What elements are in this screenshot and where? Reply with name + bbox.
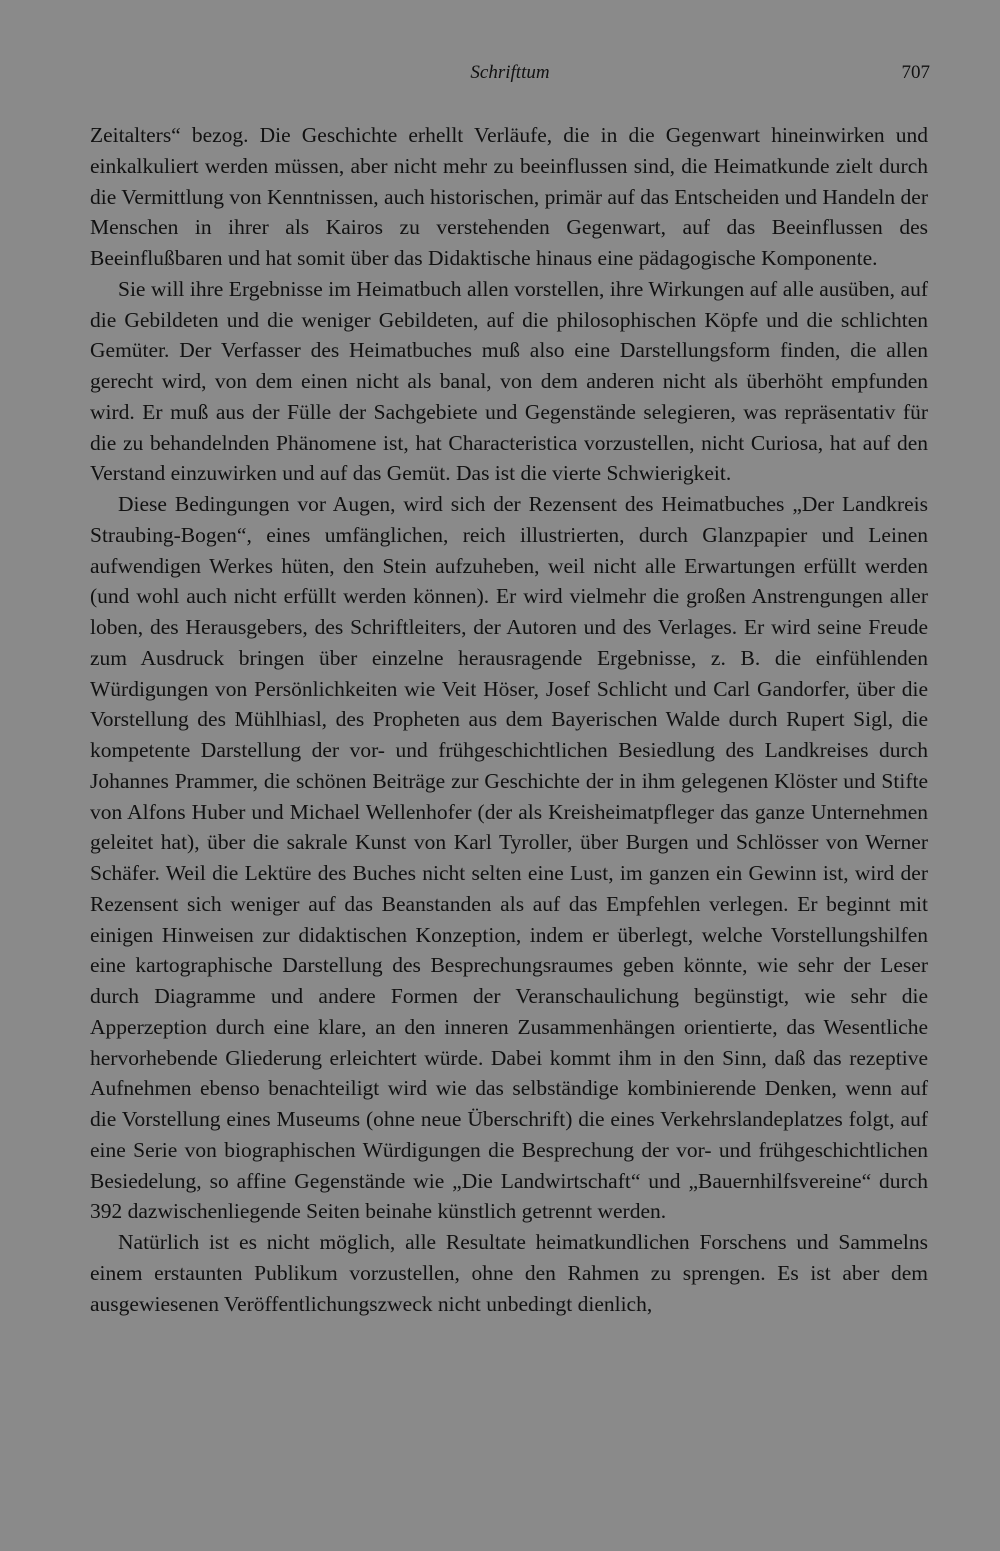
body-text — [90, 120, 928, 1319]
running-header — [90, 62, 930, 90]
paragraph: Natürlich ist es nicht möglich, alle Resultate heimatkundlichen Forschens und Sammelns einem erstaunten Publikum vorzustellen, ohne den Rahmen zu sprengen. Es ist aber dem ausgewiesenen Veröffentlichungszweck nicht unbedingt dienlich, — [90, 1230, 928, 1316]
page-number: 707 — [901, 62, 930, 83]
paragraph: Diese Bedingungen vor Augen, wird sich der Rezensent des Heimatbuches „Der Landkreis Straubing-Bogen“, eines umfänglichen, reich illustrierten, durch Glanzpapier und Leinen aufwendigen Werkes hüten, den Stein aufzuheben, weil nicht alle Erwartungen erfüllt werden (und wohl auch nicht erfüllt werden können). Er wird vielmehr die großen Anstrengungen aller loben, des Herausgebers, des Schriftleiters, der Autoren und des Verlages. Er wird seine Freude zum Ausdruck bringen über einzelne herausragende Ergebnisse, z. B. die einfühlenden Würdigungen von Persönlichkeiten wie Veit Höser, Josef Schlicht und Carl Gandorfer, über die Vorstellung des Mühlhiasl, des Propheten aus dem Bayerischen Walde durch Rupert Sigl, die kompetente Darstellung der vor- und frühgeschichtlichen Besiedlung des Landkreises durch Johannes Prammer, die schönen Beiträge zur Geschichte der in ihm gelegenen Klöster und Stifte von Alfons Huber und Michael Wellenhofer (der als Kreisheimatpfleger das ganze Unternehmen geleitet hat), über die sakrale Kunst von Karl Tyroller, über Burgen und Schlösser von Werner Schäfer. Weil die Lektüre des Buches nicht selten eine Lust, im ganzen ein Gewinn ist, wird der Rezensent sich weniger auf das Beanstanden als auf das Empfehlen verlegen. Er beginnt mit einigen Hinweisen zur didaktischen Konzeption, indem er überlegt, welche Vorstellungshilfen eine kartographische Darstellung des Besprechungsraumes geben könnte, wie sehr der Leser durch Diagramme und andere Formen der Veranschaulichung begünstigt, wie sehr die Apperzeption durch eine klare, an den inneren Zusammenhängen orientierte, das Wesentliche hervorhebende Gliederung erleichtert würde. Dabei kommt ihm in den Sinn, daß das rezeptive Aufnehmen ebenso benachteiligt wird wie das selbständige kombinierende Denken, wenn auf die Vorstellung eines Museums (ohne neue Überschrift) die eines Verkehrslandeplatzes folgt, auf eine Serie von biographischen Würdigungen die Besprechung der vor- und frühgeschichtlichen Besiedelung, so affine Gegenstände wie „Die Landwirtschaft“ und „Bauernhilfsvereine“ durch 392 dazwischenliegende Seiten beinahe künstlich getrennt werden. — [90, 492, 928, 1224]
paragraph-continuation: Zeitalters“ bezog. Die Geschichte erhellt Verläufe, die in die Gegenwart hineinwirken und einkalkuliert werden müssen, aber nicht mehr zu beeinflussen sind, die Heimatkunde zielt durch die Vermittlung von Kenntnissen, auch historischen, primär auf das Entscheiden und Handeln der Menschen in ihrer als Kairos zu verstehenden Gegenwart, auf das Beeinflussen des Beeinflußbaren und hat somit über das Didaktische hinaus eine pädagogische Komponente. — [90, 123, 928, 270]
paragraph: Sie will ihre Ergebnisse im Heimatbuch allen vorstellen, ihre Wirkungen auf alle ausüben, auf die Gebildeten und die weniger Gebildeten, auf die philosophischen Köpfe und die schlichten Gemüter. Der Verfasser des Heimatbuches muß also eine Darstellungsform finden, die allen gerecht wird, von dem einen nicht als banal, von dem anderen nicht als überhöht empfunden wird. Er muß aus der Fülle der Sachgebiete und Gegenstände selegieren, was repräsentativ für die zu behandelnden Phänomene ist, hat Characteristica vorzustellen, nicht Curiosa, hat auf den Verstand einzuwirken und auf das Gemüt. Das ist die vierte Schwierigkeit. — [90, 276, 928, 486]
running-title: Schrifttum — [470, 62, 550, 83]
